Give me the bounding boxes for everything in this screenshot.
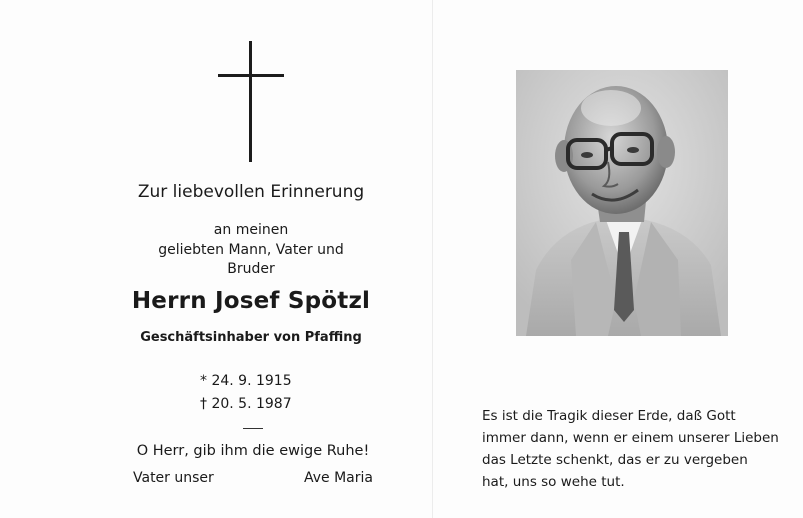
- deceased-name: Herrn Josef Spötzl: [131, 288, 371, 314]
- prayer-right: Ave Maria: [304, 470, 373, 486]
- quote-line-4: hat, uns so wehe tut.: [482, 474, 625, 490]
- portrait-photo: [516, 70, 728, 336]
- prayer-text: O Herr, gib ihm die ewige Ruhe!: [136, 443, 370, 459]
- death-date: † 20. 5. 1987: [200, 396, 292, 412]
- birth-date: * 24. 9. 1915: [200, 373, 292, 389]
- relation-line-3: Bruder: [227, 261, 275, 277]
- occupation-text: Geschäftsinhaber von Pfaffing: [140, 330, 362, 345]
- relation-line-2: geliebten Mann, Vater und: [158, 242, 344, 258]
- divider-dash: [243, 428, 263, 429]
- cross-icon: [218, 41, 284, 162]
- quote-line-2: immer dann, wenn er einem unserer Lieben: [482, 430, 779, 446]
- intro-text: Zur liebevollen Erinnerung: [137, 182, 365, 202]
- quote-line-1: Es ist die Tragik dieser Erde, daß Gott: [482, 408, 736, 424]
- prayer-left: Vater unser: [133, 470, 214, 486]
- relation-line-1: an meinen: [213, 222, 289, 238]
- quote-line-3: das Letzte schenkt, das er zu vergeben: [482, 452, 748, 468]
- card-fold-line: [432, 0, 433, 518]
